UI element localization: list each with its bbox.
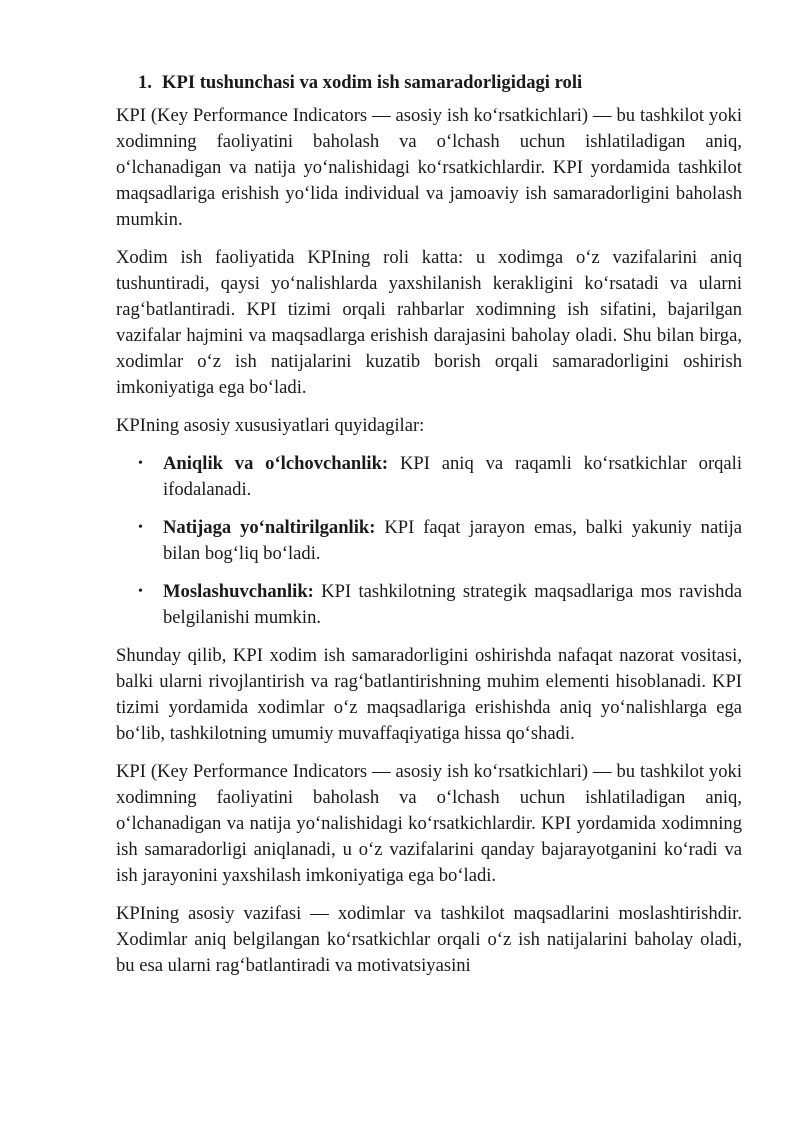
features-list (116, 451, 742, 631)
paragraph-conclusion: Shunday qilib, KPI xodim ish samaradorligini oshirishda nafaqat nazorat vositasi, balki ularni rivojlantirish va rag‘batlantirishning muhim elementi hisoblanadi. KPI tizimi yordamida xodimlar o‘z maqsadlariga erishishda aniq yo‘nalishlarga ega bo‘lib, tashkilotning umumiy muvaffaqiyatiga hissa qo‘shadi. (116, 645, 742, 744)
feature-term: Aniqlik va o‘lchovchanlik: (163, 453, 389, 474)
feature-text: KPI aniq va raqamli ko‘rsatkichlar orqali ifodalanadi. (163, 453, 743, 500)
feature-text: KPI faqat jarayon emas, balki yakuniy natija bilan bog‘liq bo‘ladi. (163, 517, 742, 564)
section-title: KPI tushunchasi va xodim ish samaradorligidagi roli (162, 72, 583, 93)
paragraph-kpi-definition-repeat: KPI (Key Performance Indicators — asosiy ish ko‘rsatkichlari) — bu tashkilot yoki xodimning faoliyatini baholash va o‘lchash uchun ishlatiladigan aniq, o‘lchanadigan va natija yo‘nalishidagi ko‘rsatkichlardir. KPI yordamida xodimning ish samaradorligi aniqlanadi, u o‘z vazifalarini qanday bajarayotganini ko‘radi va ish jarayonini yaxshilash imkoniyatiga ega bo‘ladi. (116, 761, 742, 886)
feature-text: KPI tashkilotning strategik maqsadlariga mos ravishda belgilanishi mumkin. (163, 581, 742, 628)
paragraph-kpi-main-task: KPIning asosiy vazifasi — xodimlar va tashkilot maqsadlarini moslashtirishdir. Xodimlar aniq belgilangan ko‘rsatkichlar orqali o‘z ish natijalarini baholay oladi, bu esa ularni rag‘batlantiradi va motivatsiyasini (116, 903, 742, 976)
bullet-icon: • (138, 520, 143, 535)
list-item (116, 451, 742, 503)
paragraph-kpi-role: Xodim ish faoliyatida KPIning roli katta: u xodimga o‘z vazifalarini aniq tushuntiradi, qaysi yo‘nalishlarda yaxshilanish kerakligini ko‘rsatadi va ularni rag‘batlantiradi. KPI tizimi orqali rahbarlar xodimning ish sifatini, bajarilgan vazifalar hajmini va maqsadlarga erishish darajasini baholay oladi. Shu bilan birga, xodimlar o‘z ish natijalarini kuzatib borish orqali samaradorligini oshirish imkoniyatiga ega bo‘ladi. (116, 247, 742, 398)
section-number: 1. (138, 72, 152, 93)
feature-term: Natijaga yo‘naltirilganlik: (163, 517, 376, 538)
section-heading (138, 70, 742, 96)
feature-term: Moslashuvchanlik: (163, 581, 314, 602)
bullet-icon: • (138, 584, 143, 599)
list-item (116, 579, 742, 631)
bullet-icon: • (138, 456, 143, 471)
list-item (116, 515, 742, 567)
paragraph-features-intro: KPIning asosiy xususiyatlari quyidagilar: (116, 415, 425, 436)
paragraph-kpi-definition: KPI (Key Performance Indicators — asosiy ish ko‘rsatkichlari) — bu tashkilot yoki xodimning faoliyatini baholash va o‘lchash uchun ishlatiladigan aniq, o‘lchanadigan va natija yo‘nalishidagi ko‘rsatkichlardir. KPI yordamida tashkilot maqsadlariga erishish yo‘lida individual va jamoaviy ish samaradorligini baholash mumkin. (116, 105, 742, 230)
